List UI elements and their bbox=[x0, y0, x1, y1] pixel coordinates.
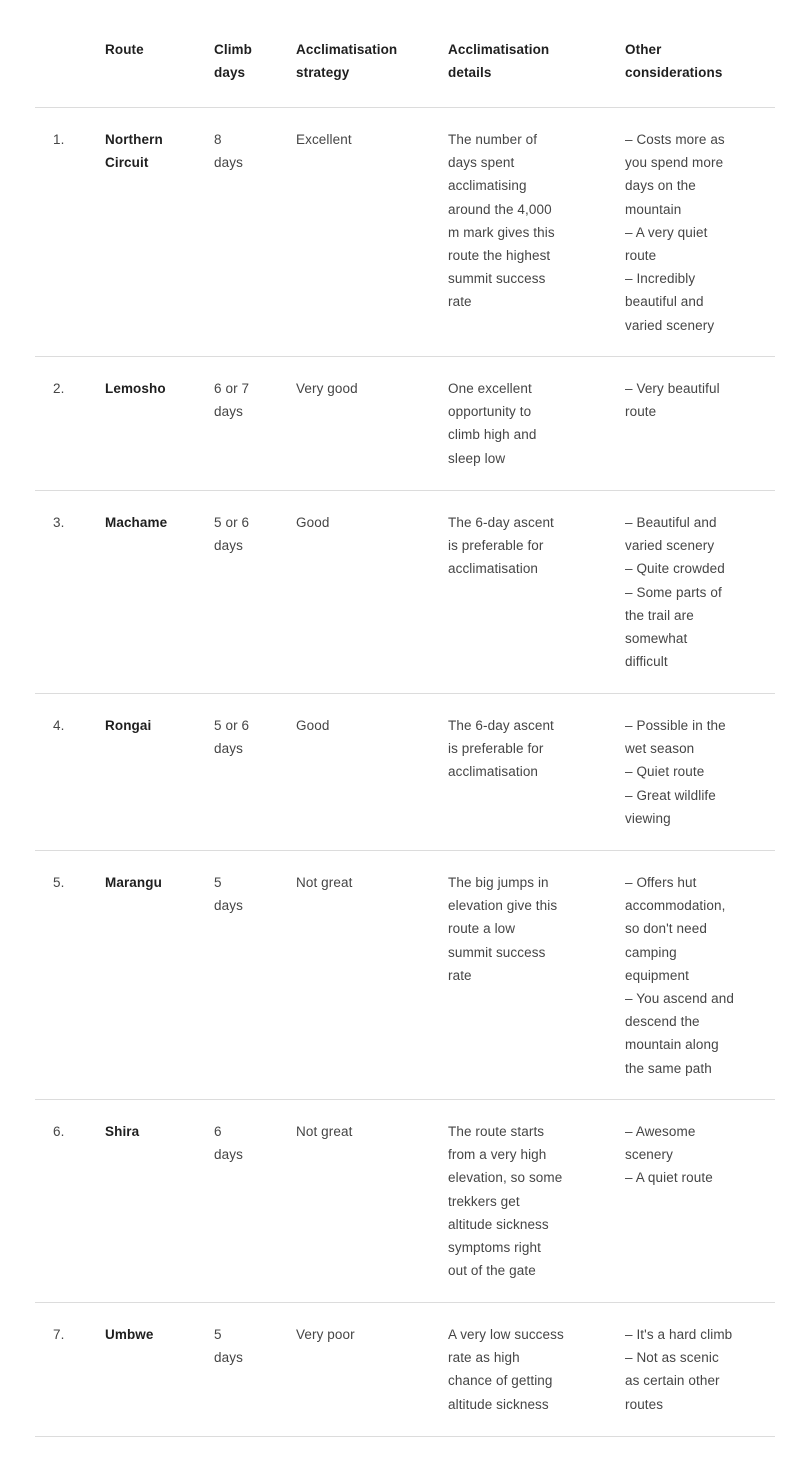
details-line: The 6-day ascent bbox=[448, 718, 554, 733]
header-details-line: details bbox=[448, 65, 492, 81]
climb-days bbox=[214, 377, 274, 423]
table-row bbox=[35, 108, 775, 357]
other-line: – A quiet route bbox=[625, 1170, 713, 1186]
strategy-line: Excellent bbox=[296, 132, 352, 147]
table-row bbox=[35, 694, 775, 851]
other-line: – Quiet route bbox=[625, 764, 705, 780]
header-days-line: Climb bbox=[214, 42, 253, 57]
other-considerations bbox=[625, 1120, 780, 1190]
header-details-line: Acclimatisation bbox=[448, 42, 550, 57]
details-line: rate bbox=[448, 967, 472, 983]
details-line: is preferable for bbox=[448, 538, 544, 554]
route-name bbox=[105, 1323, 205, 1346]
row-number: 6. bbox=[53, 1124, 65, 1139]
table-row bbox=[35, 357, 775, 491]
row-number: 3. bbox=[53, 515, 65, 530]
table-row bbox=[35, 491, 775, 694]
acclimatisation-details bbox=[448, 714, 590, 784]
details-line: is preferable for bbox=[448, 741, 544, 757]
header-other-line: considerations bbox=[625, 65, 723, 81]
route-name bbox=[105, 1120, 205, 1143]
row-number: 5. bbox=[53, 875, 65, 890]
header-strategy-line: strategy bbox=[296, 65, 350, 81]
route-name-line: Rongai bbox=[105, 718, 152, 733]
row-number: 7. bbox=[53, 1327, 65, 1342]
acclimatisation-strategy bbox=[296, 1120, 431, 1143]
other-line: scenery bbox=[625, 1147, 673, 1163]
details-line: The route starts bbox=[448, 1124, 545, 1139]
other-line: the same path bbox=[625, 1060, 712, 1076]
climb-days-line: days bbox=[214, 1350, 243, 1366]
details-line: acclimatising bbox=[448, 178, 527, 194]
climb-days-line: days bbox=[214, 1147, 243, 1163]
row-number: 1. bbox=[53, 132, 65, 147]
route-name bbox=[105, 511, 205, 534]
route-name-line: Lemosho bbox=[105, 381, 166, 396]
other-line: route bbox=[625, 404, 657, 420]
other-line: route bbox=[625, 248, 657, 264]
acclimatisation-details bbox=[448, 1323, 590, 1416]
header-days-line: days bbox=[214, 65, 246, 81]
details-line: out of the gate bbox=[448, 1263, 536, 1279]
climb-days bbox=[214, 871, 274, 917]
other-line: – You ascend and bbox=[625, 991, 734, 1007]
other-line: camping bbox=[625, 944, 677, 960]
climb-days-line: 8 bbox=[214, 132, 222, 147]
other-line: viewing bbox=[625, 810, 671, 826]
details-line: acclimatisation bbox=[448, 764, 539, 780]
climb-days-line: days bbox=[214, 404, 243, 420]
acclimatisation-strategy bbox=[296, 1323, 431, 1346]
details-line: acclimatisation bbox=[448, 561, 539, 577]
strategy-line: Not great bbox=[296, 875, 353, 890]
route-name-line: Marangu bbox=[105, 875, 162, 890]
climb-days-line: 5 bbox=[214, 1327, 222, 1342]
header-other-line: Other bbox=[625, 42, 662, 57]
other-considerations bbox=[625, 871, 780, 1080]
route-comparison-table bbox=[35, 38, 775, 1437]
other-line: accommodation, bbox=[625, 898, 726, 914]
details-line: rate as high bbox=[448, 1350, 520, 1366]
route-name bbox=[105, 871, 205, 894]
climb-days-line: days bbox=[214, 741, 243, 757]
other-line: days on the bbox=[625, 178, 696, 194]
climb-days-line: days bbox=[214, 155, 243, 171]
other-considerations bbox=[625, 377, 780, 423]
row-number: 2. bbox=[53, 381, 65, 396]
table-row bbox=[35, 1100, 775, 1303]
other-line: – Incredibly bbox=[625, 271, 696, 287]
climb-days-line: 5 bbox=[214, 875, 222, 890]
details-line: altitude sickness bbox=[448, 1216, 549, 1232]
other-considerations bbox=[625, 1323, 780, 1416]
details-line: One excellent bbox=[448, 381, 532, 396]
climb-days bbox=[214, 1323, 274, 1369]
acclimatisation-strategy bbox=[296, 714, 431, 737]
other-considerations bbox=[625, 128, 780, 337]
acclimatisation-details bbox=[448, 377, 590, 470]
details-line: summit success bbox=[448, 944, 546, 960]
strategy-line: Good bbox=[296, 515, 330, 530]
route-name-line: Circuit bbox=[105, 155, 149, 171]
table-row bbox=[35, 1303, 775, 1437]
details-line: days spent bbox=[448, 155, 515, 171]
other-line: beautiful and bbox=[625, 294, 704, 310]
other-considerations bbox=[625, 714, 780, 830]
route-name bbox=[105, 377, 205, 400]
details-line: chance of getting bbox=[448, 1373, 553, 1389]
other-line: difficult bbox=[625, 654, 668, 670]
other-line: – Costs more as bbox=[625, 132, 725, 147]
strategy-line: Very poor bbox=[296, 1327, 355, 1342]
details-line: climb high and bbox=[448, 427, 537, 443]
route-name-line: Machame bbox=[105, 515, 168, 530]
other-line: wet season bbox=[625, 741, 695, 757]
route-name-line: Northern bbox=[105, 132, 163, 147]
other-line: varied scenery bbox=[625, 538, 715, 554]
details-line: A very low success bbox=[448, 1327, 564, 1342]
details-line: trekkers get bbox=[448, 1193, 520, 1209]
details-line: m mark gives this bbox=[448, 224, 555, 240]
acclimatisation-strategy bbox=[296, 377, 431, 400]
details-line: altitude sickness bbox=[448, 1396, 549, 1412]
other-line: equipment bbox=[625, 967, 689, 983]
other-line: – Offers hut bbox=[625, 875, 697, 890]
climb-days bbox=[214, 1120, 274, 1166]
acclimatisation-details bbox=[448, 128, 590, 314]
table-header-row bbox=[35, 38, 775, 108]
acclimatisation-strategy bbox=[296, 128, 431, 151]
other-line: – Some parts of bbox=[625, 584, 722, 600]
route-name bbox=[105, 128, 205, 174]
other-line: – It's a hard climb bbox=[625, 1327, 733, 1342]
header-acclimatisation-details bbox=[448, 38, 590, 84]
details-line: opportunity to bbox=[448, 404, 532, 420]
header-other-considerations bbox=[625, 38, 780, 84]
other-line: – Not as scenic bbox=[625, 1350, 719, 1366]
acclimatisation-details bbox=[448, 511, 590, 581]
route-name-line: Umbwe bbox=[105, 1327, 154, 1342]
climb-days-line: 5 or 6 bbox=[214, 718, 250, 733]
details-line: elevation, so some bbox=[448, 1170, 563, 1186]
details-line: from a very high bbox=[448, 1147, 547, 1163]
header-route bbox=[105, 38, 205, 61]
other-line: routes bbox=[625, 1396, 664, 1412]
row-number: 4. bbox=[53, 718, 65, 733]
route-name bbox=[105, 714, 205, 737]
details-line: around the 4,000 bbox=[448, 201, 552, 217]
acclimatisation-details bbox=[448, 1120, 590, 1282]
strategy-line: Good bbox=[296, 718, 330, 733]
other-line: – Beautiful and bbox=[625, 515, 717, 530]
other-line: – Awesome bbox=[625, 1124, 696, 1139]
acclimatisation-details bbox=[448, 871, 590, 987]
details-line: sleep low bbox=[448, 450, 506, 466]
details-line: symptoms right bbox=[448, 1240, 541, 1256]
other-line: varied scenery bbox=[625, 317, 715, 333]
details-line: route the highest bbox=[448, 248, 551, 264]
other-line: – Very beautiful bbox=[625, 381, 720, 396]
other-line: so don't need bbox=[625, 921, 707, 937]
acclimatisation-strategy bbox=[296, 871, 431, 894]
climb-days bbox=[214, 714, 274, 760]
other-considerations bbox=[625, 511, 780, 673]
other-line: somewhat bbox=[625, 631, 688, 647]
other-line: – A very quiet bbox=[625, 224, 708, 240]
climb-days-line: days bbox=[214, 898, 243, 914]
climb-days-line: days bbox=[214, 538, 243, 554]
climb-days bbox=[214, 128, 274, 174]
header-strategy-line: Acclimatisation bbox=[296, 42, 398, 57]
details-line: route a low bbox=[448, 921, 516, 937]
other-line: descend the bbox=[625, 1014, 700, 1030]
climb-days bbox=[214, 511, 274, 557]
strategy-line: Very good bbox=[296, 381, 358, 396]
details-line: elevation give this bbox=[448, 898, 558, 914]
climb-days-line: 6 or 7 bbox=[214, 381, 250, 396]
other-line: you spend more bbox=[625, 155, 724, 171]
header-acclimatisation-strategy bbox=[296, 38, 431, 84]
other-line: mountain bbox=[625, 201, 682, 217]
details-line: summit success bbox=[448, 271, 546, 287]
other-line: – Quite crowded bbox=[625, 561, 725, 577]
header-route-line: Route bbox=[105, 42, 144, 57]
other-line: – Great wildlife bbox=[625, 787, 716, 803]
other-line: as certain other bbox=[625, 1373, 720, 1389]
table-row bbox=[35, 851, 775, 1100]
details-line: The big jumps in bbox=[448, 875, 549, 890]
other-line: – Possible in the bbox=[625, 718, 726, 733]
other-line: mountain along bbox=[625, 1037, 719, 1053]
details-line: rate bbox=[448, 294, 472, 310]
acclimatisation-strategy bbox=[296, 511, 431, 534]
details-line: The 6-day ascent bbox=[448, 515, 554, 530]
other-line: the trail are bbox=[625, 607, 694, 623]
header-climb-days bbox=[214, 38, 274, 84]
details-line: The number of bbox=[448, 132, 538, 147]
route-name-line: Shira bbox=[105, 1124, 140, 1139]
climb-days-line: 5 or 6 bbox=[214, 515, 250, 530]
climb-days-line: 6 bbox=[214, 1124, 222, 1139]
strategy-line: Not great bbox=[296, 1124, 353, 1139]
